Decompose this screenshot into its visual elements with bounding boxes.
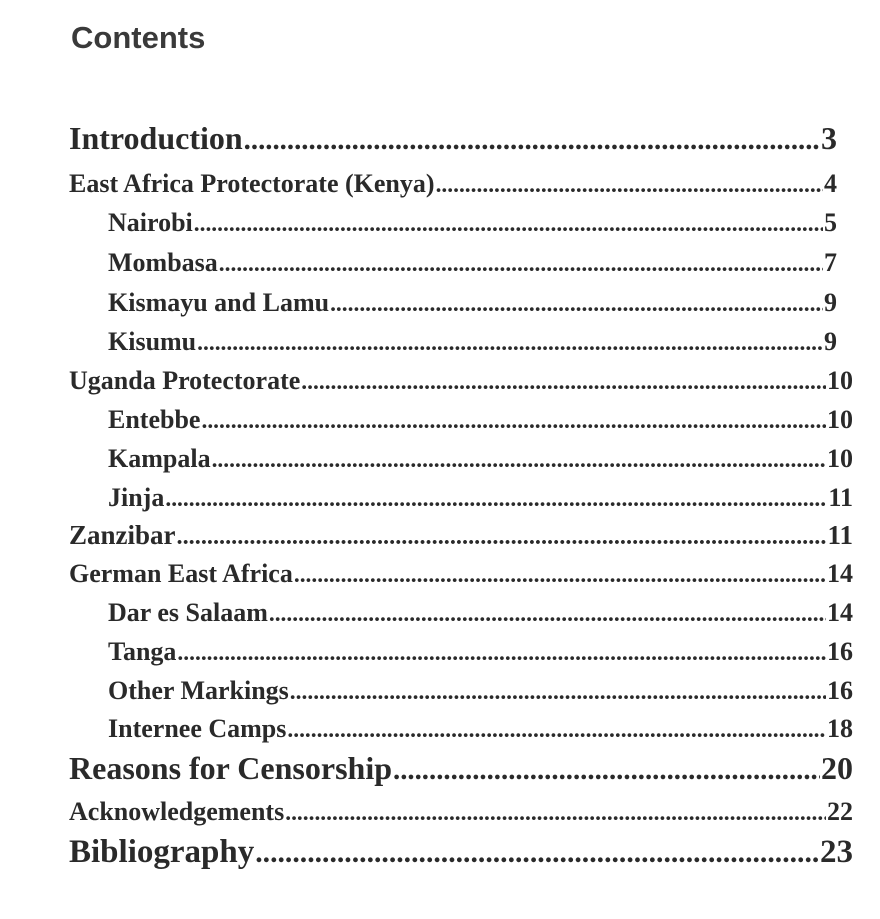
- toc-entry-uganda-protectorate: [69, 366, 853, 396]
- toc-page-number: 16: [827, 676, 853, 705]
- toc-entry-label: Acknowledgements: [69, 797, 285, 826]
- toc-page-number: 22: [827, 797, 853, 826]
- toc-entry-tanga: [108, 637, 853, 667]
- toc-entry-german-east-africa: [69, 559, 853, 589]
- dot-leader: [301, 369, 826, 396]
- toc-entry-label: Dar es Salaam: [108, 598, 268, 627]
- toc-entry-zanzibar: [69, 520, 853, 551]
- toc-page-number: 16: [827, 637, 853, 666]
- toc-page-number: 5: [824, 208, 837, 237]
- toc-page-number: 4: [824, 169, 837, 198]
- dot-leader: [290, 679, 826, 706]
- dot-leader: [194, 211, 823, 238]
- toc-entry-reasons-for-censorship: [69, 750, 853, 787]
- toc-entry-label: Introduction: [69, 120, 243, 156]
- toc-entry-kampala: [108, 444, 853, 474]
- toc-entry-east-africa-protectorate: [69, 169, 837, 199]
- dot-leader: [255, 837, 819, 870]
- toc-entry-introduction: [69, 120, 837, 157]
- toc-page-number: 10: [827, 444, 853, 473]
- dot-leader: [287, 717, 826, 744]
- dot-leader: [330, 291, 823, 318]
- toc-entry-label: Tanga: [108, 637, 177, 666]
- toc-page-number: 20: [821, 750, 853, 786]
- toc-entry-label: Kismayu and Lamu: [108, 288, 330, 317]
- page-title: Contents: [71, 20, 206, 55]
- dot-leader: [294, 562, 826, 589]
- dot-leader: [177, 523, 827, 551]
- toc-entry-label: Nairobi: [108, 208, 193, 237]
- toc-entry-dar-es-salaam: [108, 598, 853, 628]
- toc-entry-jinja: [108, 483, 853, 513]
- toc-entry-other-markings: [108, 676, 853, 706]
- toc-entry-label: East Africa Protectorate (Kenya): [69, 169, 435, 198]
- toc-page-number: 10: [827, 405, 853, 434]
- toc-page-number: 14: [827, 598, 853, 627]
- toc-entry-kismayu-and-lamu: [108, 288, 837, 318]
- dot-leader: [177, 640, 826, 667]
- toc-entry-bibliography: [69, 834, 853, 871]
- toc-entry-label: Entebbe: [108, 405, 201, 434]
- dot-leader: [212, 447, 826, 474]
- toc-entry-label: Other Markings: [108, 676, 289, 705]
- toc-entry-label: Reasons for Censorship: [69, 750, 392, 786]
- toc-entry-label: Mombasa: [108, 248, 218, 277]
- dot-leader: [219, 251, 823, 278]
- dot-leader: [244, 124, 820, 157]
- toc-entry-internee-camps: [108, 714, 853, 744]
- toc-entry-label: Bibliography: [69, 834, 255, 870]
- toc-page-number: 9: [824, 288, 837, 317]
- toc-entry-mombasa: [108, 248, 837, 278]
- toc-page-number: 7: [824, 248, 837, 277]
- toc-page-number: 14: [827, 559, 853, 588]
- dot-leader: [201, 408, 826, 435]
- toc-entry-label: Zanzibar: [69, 520, 176, 550]
- toc-entry-entebbe: [108, 405, 853, 435]
- toc-page-number: 10: [827, 366, 853, 395]
- toc-page-number: 18: [827, 714, 853, 743]
- toc-entry-label: German East Africa: [69, 559, 293, 588]
- toc-page-number: 3: [821, 120, 837, 156]
- toc-entry-label: Kampala: [108, 444, 211, 473]
- toc-entry-label: Kisumu: [108, 327, 197, 356]
- toc-page-number: 9: [824, 327, 837, 356]
- dot-leader: [393, 754, 820, 787]
- dot-leader: [165, 486, 827, 513]
- dot-leader: [436, 172, 823, 199]
- dot-leader: [269, 601, 826, 628]
- toc-page-number: 11: [828, 483, 853, 512]
- toc-entry-kisumu: [108, 327, 837, 357]
- dot-leader: [197, 330, 823, 357]
- toc-entry-label: Internee Camps: [108, 714, 287, 743]
- toc-entry-label: Uganda Protectorate: [69, 366, 301, 395]
- toc-page-number: 11: [827, 520, 853, 550]
- dot-leader: [285, 800, 826, 827]
- toc-entry-nairobi: [108, 208, 837, 238]
- toc-entry-label: Jinja: [108, 483, 165, 512]
- toc-entry-acknowledgements: [69, 797, 853, 827]
- toc-page-number: 23: [820, 834, 853, 870]
